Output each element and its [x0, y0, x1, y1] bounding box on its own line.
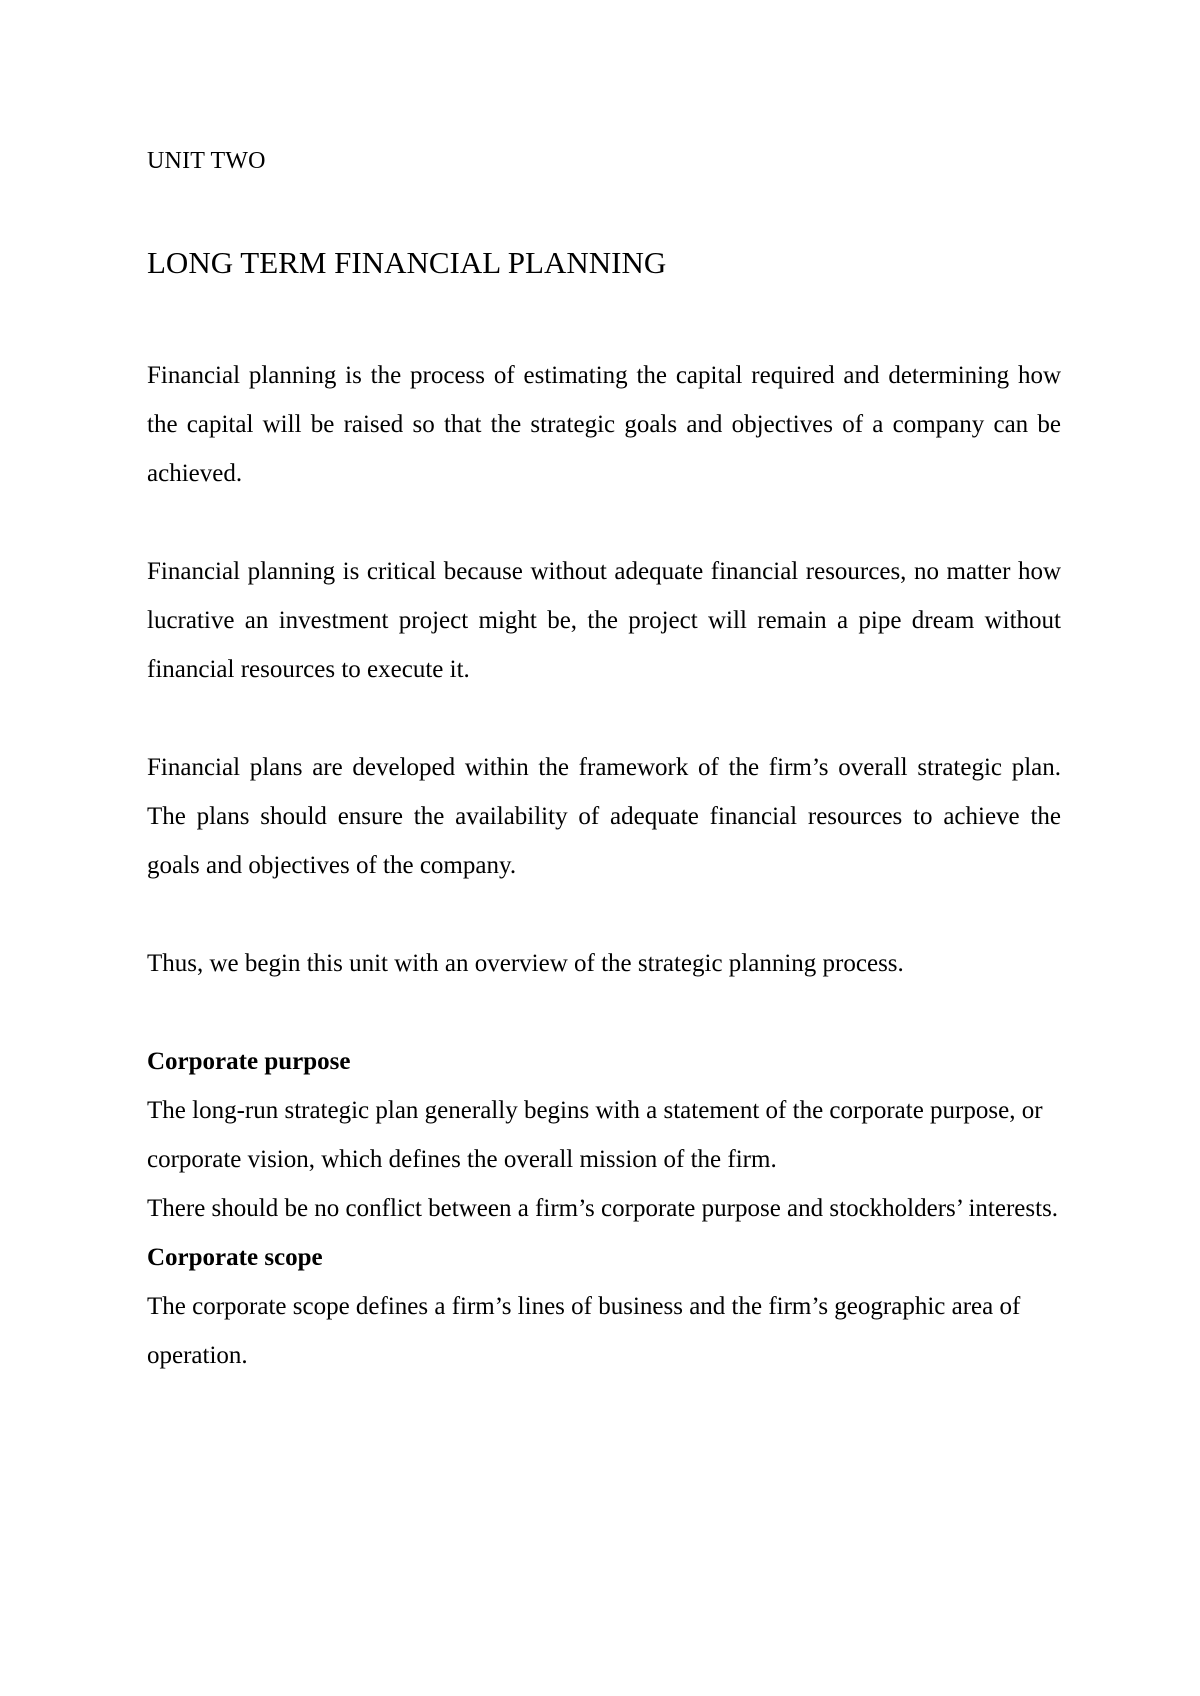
heading-corporate-purpose: Corporate purpose: [147, 1048, 351, 1075]
unit-label: UNIT TWO: [147, 148, 266, 174]
corporate-purpose-text: The long-run strategic plan generally begins with a statement of the corporate purpose, or corporate vision, which defines the overall mission of the firm.: [147, 1097, 1043, 1173]
paragraph-overview: Thus, we begin this unit with an overview of the strategic planning process.: [147, 950, 904, 977]
corporate-scope-text: The corporate scope defines a firm’s lines of business and the firm’s geographic area of operation.: [147, 1293, 1021, 1369]
document-title: LONG TERM FINANCIAL PLANNING: [147, 245, 667, 280]
heading-corporate-scope: Corporate scope: [147, 1244, 323, 1271]
paragraph-definition: Financial planning is the process of estimating the capital required and determining how the capital will be raised so that the strategic goals and objectives of a company can be achieved.: [147, 362, 1061, 487]
corporate-purpose-conflict-text: There should be no conflict between a firm’s corporate purpose and stockholders’ interests.: [147, 1195, 1059, 1222]
paragraph-framework: Financial plans are developed within the framework of the firm’s overall strategic plan. The plans should ensure the availability of adequate financial resources to achieve the goals and objectives of the company.: [147, 754, 1061, 879]
document-body: [147, 351, 1061, 1380]
paragraph-importance: Financial planning is critical because without adequate financial resources, no matter how lucrative an investment project might be, the project will remain a pipe dream without financial resources to execute it.: [147, 558, 1061, 683]
